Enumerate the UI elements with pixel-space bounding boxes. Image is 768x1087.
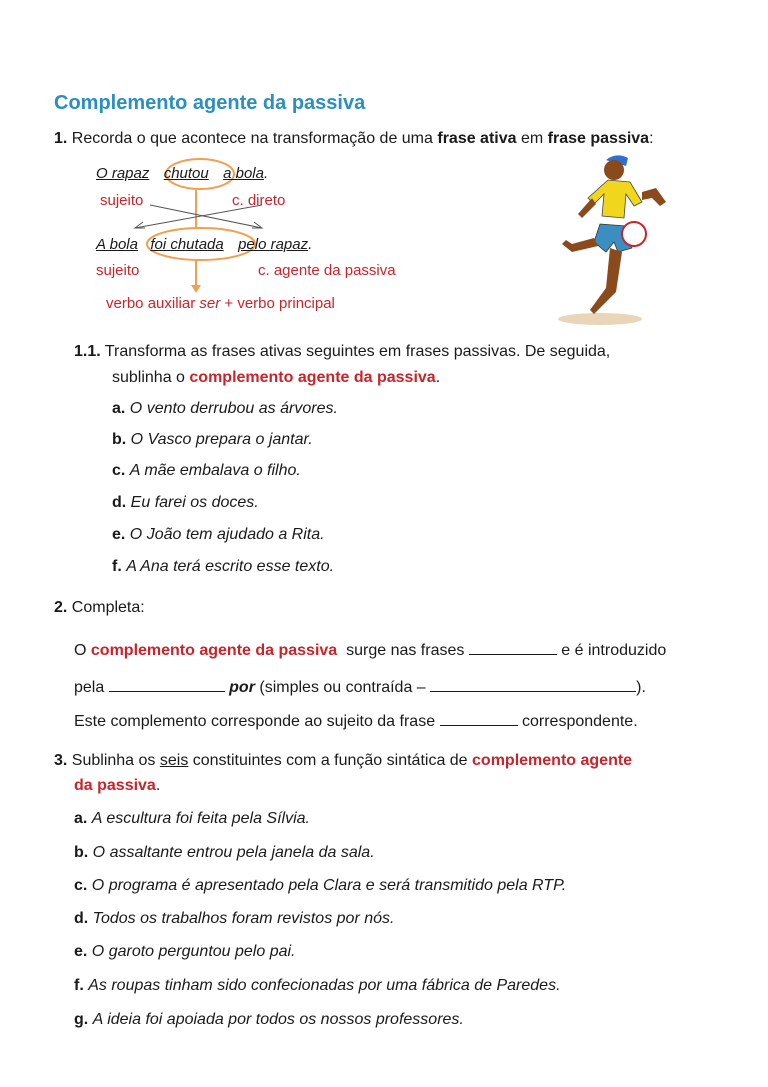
item-text: A Ana terá escrito esse texto. <box>126 558 335 575</box>
list-item <box>112 462 301 480</box>
answer-blank[interactable] <box>430 677 636 692</box>
list-item <box>74 844 375 862</box>
label-subject-passive: sujeito <box>96 262 140 279</box>
question-number: 1.1. <box>74 343 101 360</box>
item-text: Todos os trabalhos foram revistos por nós. <box>92 910 395 927</box>
prompt-text: pela <box>74 679 109 696</box>
leg-stand <box>590 248 622 314</box>
label-direct-object: c. direto <box>232 192 286 209</box>
item-letter: e. <box>74 943 88 960</box>
item-text: As roupas tinham sido confecionadas por uma fábrica de Paredes. <box>88 977 561 994</box>
prompt-text: Recorda o que acontece na transformação de uma <box>71 130 438 147</box>
answer-blank[interactable] <box>440 711 518 726</box>
yellow-shirt <box>588 180 642 218</box>
note-text: + verbo principal <box>220 295 335 312</box>
passive-verb: foi chutada <box>150 236 224 253</box>
question-1-1-line-2 <box>112 369 440 387</box>
item-text: A ideia foi apoiada por todos os nossos professores. <box>92 1011 464 1028</box>
sentence-end: . <box>263 165 269 182</box>
item-text: O programa é apresentado pela Clara e será transmitido pela RTP. <box>91 877 567 894</box>
list-item <box>112 494 259 512</box>
item-letter: b. <box>74 844 89 861</box>
underlined-term: seis <box>159 752 189 769</box>
prompt-text: (simples ou contraída – <box>254 679 431 696</box>
item-letter: a. <box>74 810 88 827</box>
bold-term: frase ativa <box>437 130 517 147</box>
bold-term: frase passiva <box>547 130 650 147</box>
active-verb: chutou <box>163 165 209 182</box>
prompt-text: Este complemento corresponde ao sujeito da frase <box>74 713 440 730</box>
question-3-line-2 <box>74 777 160 795</box>
prompt-text: ). <box>636 679 646 696</box>
passive-sentence <box>96 236 312 253</box>
item-text: O assaltante entrou pela janela da sala. <box>92 844 375 861</box>
item-text: O vento derrubou as árvores. <box>129 400 338 417</box>
list-item <box>74 910 394 928</box>
ground-shadow <box>558 313 642 325</box>
item-letter: f. <box>74 977 84 994</box>
question-number: 2. <box>54 599 68 616</box>
item-letter: g. <box>74 1011 89 1028</box>
label-subject-active: sujeito <box>100 192 144 209</box>
prompt-text: e é introduzido <box>556 642 667 659</box>
prompt-text: . <box>435 369 441 386</box>
prompt-text: sublinha o <box>112 369 190 386</box>
question-2-line-3 <box>74 711 638 731</box>
list-item <box>112 558 334 576</box>
prompt-text: constituintes com a função sintática de <box>188 752 473 769</box>
item-letter: c. <box>112 462 126 479</box>
arm-right <box>642 188 666 206</box>
item-text: A escultura foi feita pela Sílvia. <box>91 810 310 827</box>
highlight-term: complemento agente <box>472 752 633 769</box>
item-letter: d. <box>112 494 127 511</box>
leg-kick <box>562 238 598 252</box>
arm-left <box>578 198 596 218</box>
question-number: 3. <box>54 752 68 769</box>
prompt-text: Sublinha os <box>71 752 160 769</box>
highlight-term: complemento agente da passiva <box>90 642 338 659</box>
passive-agent: pelo rapaz <box>238 236 309 253</box>
prompt-text: surge nas frases <box>337 642 469 659</box>
prompt-text: : <box>649 130 654 147</box>
passive-subject: A bola <box>96 236 138 253</box>
list-item <box>74 977 561 995</box>
answer-blank[interactable] <box>469 640 557 655</box>
soccer-boy-illustration <box>548 152 678 327</box>
item-letter: c. <box>74 877 88 894</box>
active-object: a bola <box>223 165 264 182</box>
arrow-down-icon <box>191 285 201 293</box>
list-item <box>74 877 566 895</box>
answer-blank[interactable] <box>109 677 225 692</box>
list-item <box>112 400 338 418</box>
list-item <box>74 1011 464 1029</box>
list-item <box>112 431 313 449</box>
item-text: O garoto perguntou pelo pai. <box>91 943 296 960</box>
prompt-text: correspondente. <box>522 713 638 730</box>
item-text: O João tem ajudado a Rita. <box>129 526 325 543</box>
item-letter: a. <box>112 400 126 417</box>
note-text: verbo auxiliar <box>106 295 200 312</box>
item-letter: d. <box>74 910 89 927</box>
active-subject: O rapaz <box>96 165 150 182</box>
bold-term: por <box>229 679 255 696</box>
item-letter: e. <box>112 526 126 543</box>
item-text: A mãe embalava o filho. <box>129 462 301 479</box>
question-3-line-1 <box>54 752 632 770</box>
active-sentence <box>96 165 268 182</box>
highlight-term: da passiva <box>74 777 156 794</box>
prompt-text: em <box>516 130 548 147</box>
item-letter: b. <box>112 431 127 448</box>
note-ser: ser <box>199 295 221 312</box>
item-text: O Vasco prepara o jantar. <box>130 431 313 448</box>
prompt-text: . <box>155 777 161 794</box>
question-number: 1. <box>54 130 68 147</box>
question-2-line-2 <box>74 677 646 697</box>
highlight-term: complemento agente da passiva <box>189 369 436 386</box>
head <box>604 160 624 180</box>
prompt-text: Completa: <box>71 599 145 616</box>
sentence-end: . <box>308 236 313 253</box>
list-item <box>112 526 325 544</box>
question-1-1-line-1 <box>74 343 610 361</box>
prompt-text: Transforma as frases ativas seguintes em frases passivas. De seguida, <box>104 343 611 360</box>
question-2-line-1 <box>74 640 666 660</box>
ball <box>622 222 646 246</box>
question-2-label <box>54 599 145 617</box>
prompt-text: O <box>74 642 91 659</box>
list-item <box>74 943 296 961</box>
label-agent: c. agente da passiva <box>258 262 396 279</box>
item-letter: f. <box>112 558 122 575</box>
page-title: Complemento agente da passiva <box>54 92 366 114</box>
item-text: Eu farei os doces. <box>130 494 259 511</box>
list-item <box>74 810 310 828</box>
verb-structure-note <box>106 295 335 312</box>
